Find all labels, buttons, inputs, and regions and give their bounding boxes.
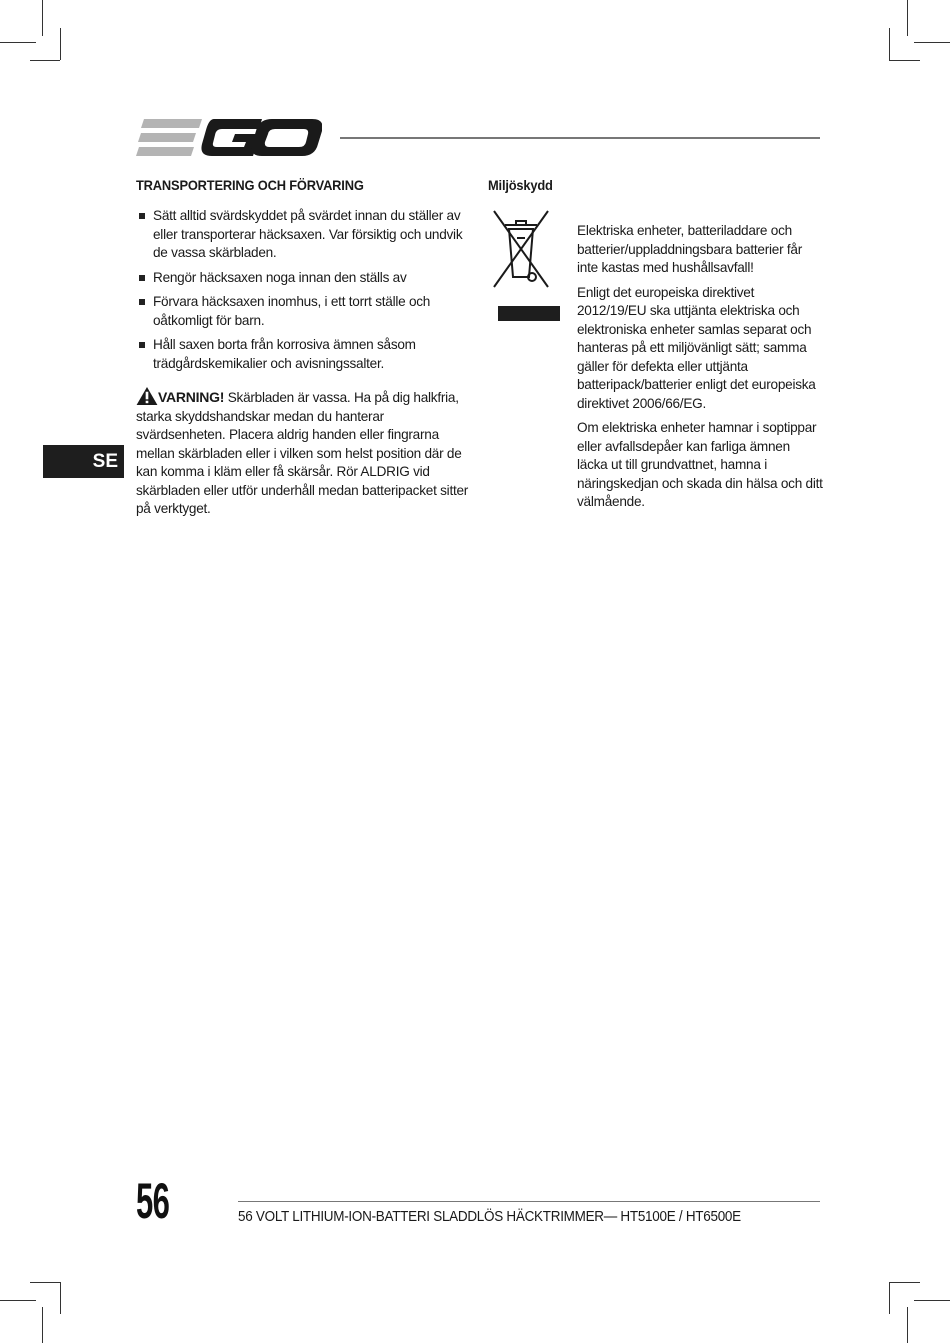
crop-mark (889, 1282, 920, 1283)
paragraph: Enligt det europeiska direktivet 2012/19/EU ska uttjänta elektriska och elektroniska enheter samlas separat och hanteras på ett miljövänligt sätt; samma gäller för defekta eller uttjänta batteripack/batterier enligt det europeiska direktivet 2006/66/EG. (577, 284, 816, 411)
list-item: Förvara häcksaxen inomhus, i ett torrt ställe och oåtkomligt för barn. (136, 293, 471, 330)
crop-mark (907, 0, 908, 36)
footer-title: 56 VOLT LITHIUM-ION-BATTERI SLADDLÖS HÄCKTRIMMER— HT5100E / HT6500E (238, 1209, 741, 1225)
crop-mark (889, 28, 890, 60)
footer-rule (238, 1201, 820, 1202)
bullet-square-icon (139, 342, 145, 348)
bullet-square-icon (139, 275, 145, 281)
header-rule (340, 137, 820, 139)
bullet-list (136, 207, 471, 373)
crop-mark (0, 42, 36, 43)
warning-text: Skärbladen är vassa. Ha på dig halkfria, starka skyddshandskar medan du hanterar svärdsenheten. Placera aldrig handen eller fingrarna mellan skärbladen eller i vilken som helst position där de kan komma i kläm eller få skärsår. Rör ALDRIG vid skärbladen eller utför underhåll medan batteripacket sitter på verktyget. (136, 390, 469, 516)
crop-mark (914, 1300, 950, 1301)
crop-mark (60, 28, 61, 60)
page-number: 56 (136, 1173, 170, 1229)
warning-block (136, 387, 471, 519)
warning-label: VARNING! (158, 389, 225, 405)
crop-mark (889, 60, 920, 61)
section-heading: Miljöskydd (488, 177, 553, 193)
crop-mark (42, 1307, 43, 1343)
language-tab: SE (43, 445, 124, 478)
list-item: Sätt alltid svärdskyddet på svärdet innan du ställer av eller transporterar häcksaxen. Var försiktig och undvik de vassa skärbladen. (136, 207, 471, 263)
crop-mark (889, 1282, 890, 1314)
section-heading: TRANSPORTERING OCH FÖRVARING (136, 177, 364, 193)
transport-storage-section (136, 177, 471, 519)
environment-section (488, 177, 823, 518)
crop-mark (30, 1282, 60, 1283)
crop-mark (30, 60, 60, 61)
bullet-square-icon (139, 213, 145, 219)
list-item: Håll saxen borta från korrosiva ämnen såsom trädgårdskemikalier och avisningssalter. (136, 336, 471, 373)
ego-logo (136, 116, 322, 160)
paragraph: Om elektriska enheter hamnar i soptippar eller avfallsdepåer kan farliga ämnen läcka ut till grundvattnet, hamna i näringskedjan och skada din hälsa och ditt välmående. (577, 420, 823, 509)
paragraph: Elektriska enheter, batteriladdare och batterier/uppladdningsbara batterier får inte kastas med hushållsavfall! (577, 223, 803, 275)
crop-mark (907, 1307, 908, 1343)
list-item: Rengör häcksaxen noga innan den ställs av (136, 269, 471, 288)
bullet-square-icon (139, 299, 145, 305)
warning-triangle-icon (136, 387, 158, 405)
crossed-wheelie-bin-icon (492, 209, 566, 323)
crop-mark (60, 1282, 61, 1314)
crop-mark (0, 1300, 36, 1301)
environment-text (577, 222, 823, 512)
crop-mark (42, 0, 43, 36)
crop-mark (914, 42, 950, 43)
